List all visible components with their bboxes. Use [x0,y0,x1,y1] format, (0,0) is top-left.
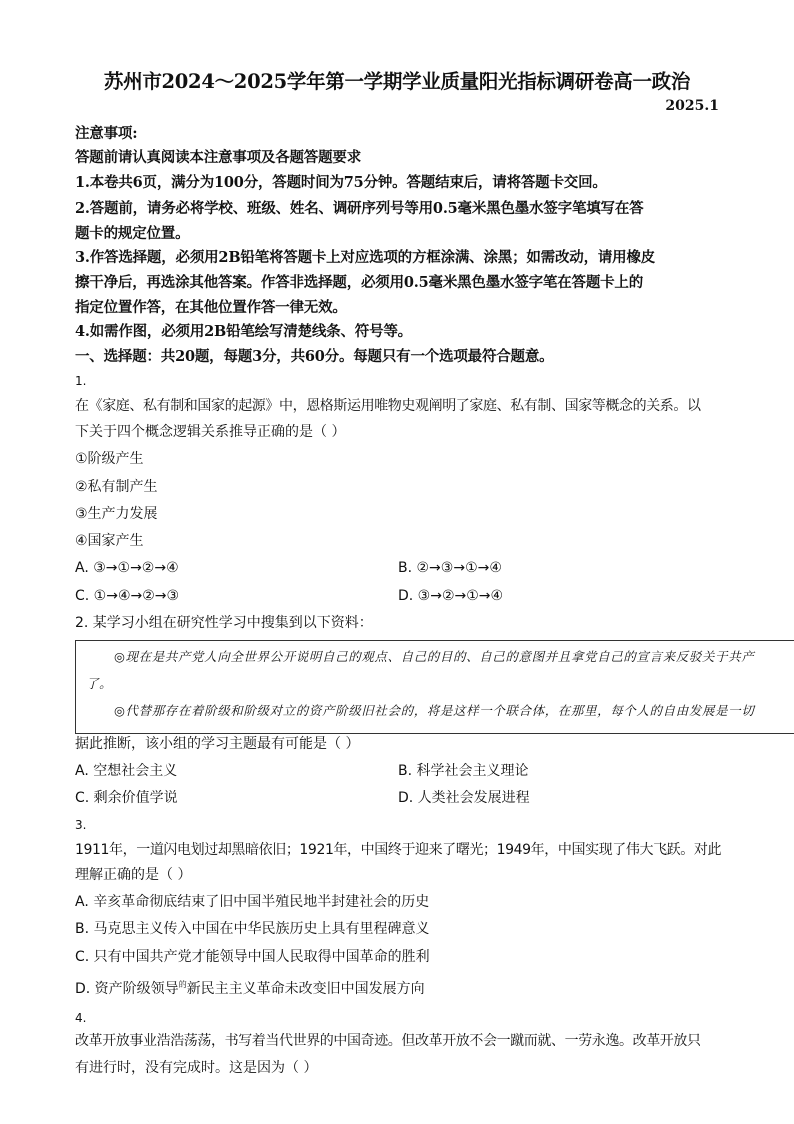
option-c[interactable]: C. 只有中国共产党才能领导中国人民取得中国革命的胜利 [75,949,430,965]
section-heading: 一、选择题：共20题，每题3分，共60分。每题只有一个选项最符合题意。 [75,348,554,365]
question-stem: 在《家庭、私有制和国家的起源》中，恩格斯运用唯物史观阐明了家庭、私有制、国家等概念的关系。以 [75,398,701,414]
question-number: 4. [75,1011,87,1025]
question-stem: 有进行时，没有完成时。这是因为（ ） [75,1060,318,1076]
question-stem: 下关于四个概念逻辑关系推导正确的是（ ） [75,424,346,440]
list-item: ②私有制产生 [75,479,158,495]
question-stem: 改革开放事业浩浩荡荡，书写着当代世界的中国奇迹。但改革开放不会一蹴而就、一劳永逸。改革开放只 [75,1033,701,1049]
list-item: ①阶级产生 [75,451,144,467]
question-text: 据此推断，该小组的学习主题最有可能是（ ） [75,736,360,752]
option-b[interactable]: B. ②→③→①→④ [398,560,502,576]
note-item-2b: 题卡的规定位置。 [75,225,190,242]
note-item-2a: 2.答题前，请务必将学校、班级、姓名、调研序列号等用0.5毫米黑色墨水签字笔填写在答 [75,200,644,217]
source-quote: 了。 [86,676,113,691]
note-item-1: 1.本卷共6页，满分为100分，答题时间为75分钟。答题结束后，请将答题卡交回。 [75,174,607,191]
notes-heading: 注意事项: [75,125,138,142]
question-stem: 理解正确的是（ ） [75,867,192,883]
question-number: 3. [75,818,87,832]
option-a[interactable]: A. ③→①→②→④ [75,560,179,576]
option-d[interactable]: D. ③→②→①→④ [398,588,504,604]
source-quote: ◎现在是共产党人向全世界公开说明自己的观点、自己的目的、自己的意图并且拿党自己的宣言来反驳关于共产 [114,649,755,664]
option-c[interactable]: C. ①→④→②→③ [75,588,180,604]
list-item: ④国家产生 [75,533,144,549]
note-item-4: 4.如需作图，必须用2B铅笔绘写清楚线条、符号等。 [75,323,412,340]
notes-subheading: 答题前请认真阅读本注意事项及各题答题要求 [75,149,361,166]
note-item-3c: 指定位置作答，在其他位置作答一律无效。 [75,299,347,316]
option-b[interactable]: B. 科学社会主义理论 [398,763,529,779]
option-d-text: 新民主主义革命未改变旧中国发展方向 [186,981,425,997]
question-number: 1. [75,374,87,388]
option-b[interactable]: B. 马克思主义传入中国在中华民族历史上具有里程碑意义 [75,921,430,937]
option-a[interactable]: A. 空想社会主义 [75,763,178,779]
page-title: 苏州市2024～2025学年第一学期学业质量阳光指标调研卷高一政治 [103,70,691,93]
option-d[interactable]: D. 人类社会发展进程 [398,790,530,806]
question-stem: 2. 某学习小组在研究性学习中搜集到以下资料： [75,615,373,631]
option-d-superscript: 的 [178,980,187,989]
question-stem: 1911年，一道闪电划过却黑暗依旧；1921年，中国终于迎来了曙光；1949年，中国实现了伟大飞跃。对此 [75,842,722,858]
source-quote: ◎代替那存在着阶级和阶级对立的资产阶级旧社会的，将是这样一个联合体，在那里，每个人的自由发展是一切 [114,703,755,718]
note-item-3a: 3.作答选择题，必须用2B铅笔将答题卡上对应选项的方框涂满、涂黑；如需改动，请用橡皮 [75,249,656,266]
option-d-text: D. 资产阶级领导 [75,981,179,997]
option-a[interactable]: A. 辛亥革命彻底结束了旧中国半殖民地半封建社会的历史 [75,894,430,910]
option-d[interactable] [75,974,425,1000]
source-material-box [75,640,794,734]
note-item-3b: 擦干净后，再选涂其他答案。作答非选择题，必须用0.5毫米黑色墨水签字笔在答题卡上的 [75,274,644,291]
option-c[interactable]: C. 剩余价值学说 [75,790,178,806]
list-item: ③生产力发展 [75,506,158,522]
exam-date: 2025.1 [665,98,719,114]
